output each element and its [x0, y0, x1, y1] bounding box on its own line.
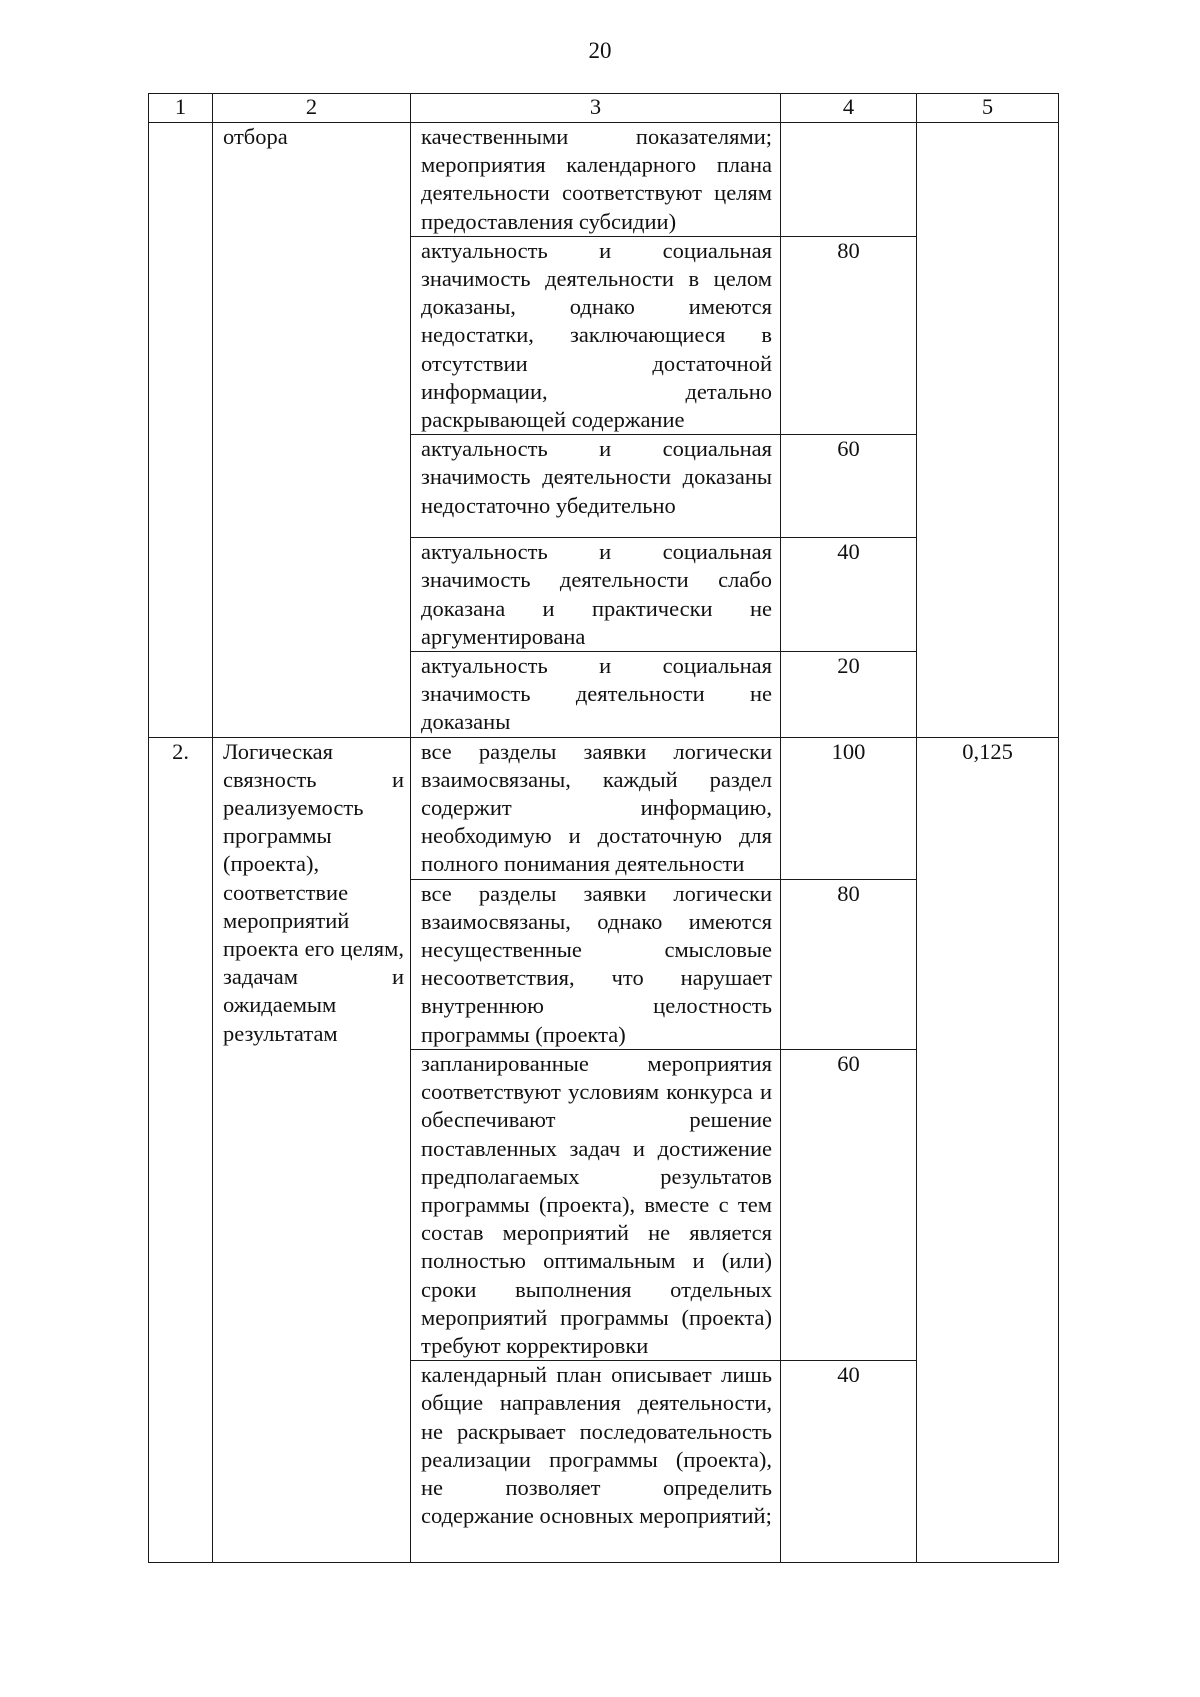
row1-description: актуальность и социальная значимость деятельности не доказаны	[411, 652, 781, 738]
header-col-3: 3	[411, 94, 781, 123]
row1-number-cell	[149, 123, 213, 738]
table-row	[149, 123, 1059, 237]
row1-weight-cell	[917, 123, 1059, 738]
row2-criterion-cell: Логическая связность и реализуемость программы (проекта), соответствие мероприятий проекта его целям, задачам и ожидаемым результатам	[213, 737, 411, 1562]
row2-score: 40	[781, 1361, 917, 1563]
header-col-5: 5	[917, 94, 1059, 123]
row1-score: 60	[781, 435, 917, 538]
row2-score: 60	[781, 1049, 917, 1360]
row1-description: актуальность и социальная значимость деятельности в целом доказаны, однако имеются недостатки, заключающиеся в отсутствии достаточной информации, детально раскрывающей содержание	[411, 236, 781, 434]
row1-score: 40	[781, 538, 917, 652]
row2-weight-cell: 0,125	[917, 737, 1059, 1562]
row1-description: актуальность и социальная значимость деятельности слабо доказана и практически не аргументирована	[411, 538, 781, 652]
row2-description: запланированные мероприятия соответствуют условиям конкурса и обеспечивают решение поставленных задач и достижение предполагаемых результатов программы (проекта), вместе с тем состав мероприятий не является полностью оптимальным и (или) сроки выполнения отдельных мероприятий программы (проекта) требуют корректировки	[411, 1049, 781, 1360]
row1-score	[781, 123, 917, 237]
table-header-row	[149, 94, 1059, 123]
row2-description: календарный план описывает лишь общие направления деятельности, не раскрывает последовательность реализации программы (проекта), не позволяет определить содержание основных мероприятий;	[411, 1361, 781, 1563]
row2-score: 80	[781, 879, 917, 1049]
header-col-4: 4	[781, 94, 917, 123]
row1-score: 80	[781, 236, 917, 434]
table-row	[149, 737, 1059, 879]
row2-number-cell: 2.	[149, 737, 213, 1562]
row1-criterion-cell: отбора	[213, 123, 411, 738]
criteria-table	[148, 93, 1059, 1563]
page-number: 20	[588, 38, 612, 63]
row2-description: все разделы заявки логически взаимосвязаны, каждый раздел содержит информацию, необходимую и достаточную для полного понимания деятельности	[411, 737, 781, 879]
row1-description: актуальность и социальная значимость деятельности доказаны недостаточно убедительно	[411, 435, 781, 538]
header-col-1: 1	[149, 94, 213, 123]
row1-score: 20	[781, 652, 917, 738]
header-col-2: 2	[213, 94, 411, 123]
row1-description: качественными показателями; мероприятия календарного плана деятельности соответствуют целям предоставления субсидии)	[411, 123, 781, 237]
row2-description: все разделы заявки логически взаимосвязаны, однако имеются несущественные смысловые несоответствия, что нарушает внутреннюю целостность программы (проекта)	[411, 879, 781, 1049]
row2-score: 100	[781, 737, 917, 879]
